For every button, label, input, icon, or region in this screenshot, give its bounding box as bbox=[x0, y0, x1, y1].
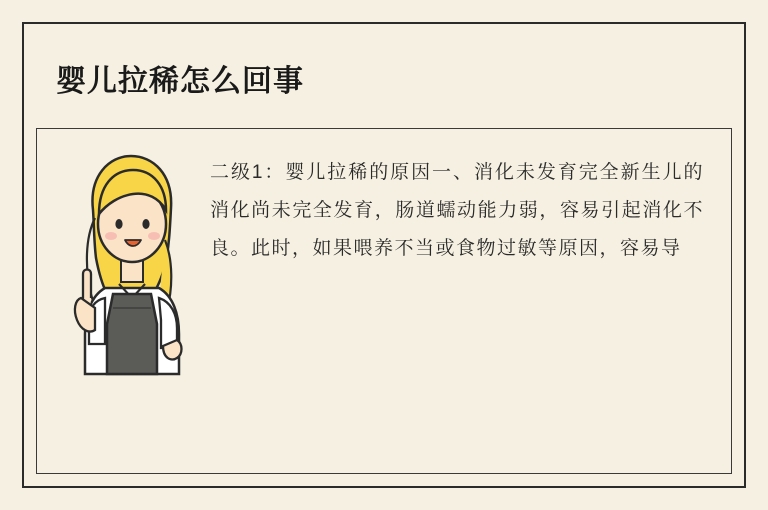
content-area bbox=[36, 128, 732, 474]
girl-pointing-up-icon bbox=[61, 148, 201, 398]
page-title: 婴儿拉稀怎么回事 bbox=[56, 65, 304, 98]
article-body: 二级1：婴儿拉稀的原因一、消化未发育完全新生儿的消化尚未完全发育，肠道蠕动能力弱，容易引起消化不良。此时，如果喂养不当或食物过敏等原因，容易导 bbox=[210, 162, 704, 259]
illustration-container bbox=[56, 142, 206, 398]
